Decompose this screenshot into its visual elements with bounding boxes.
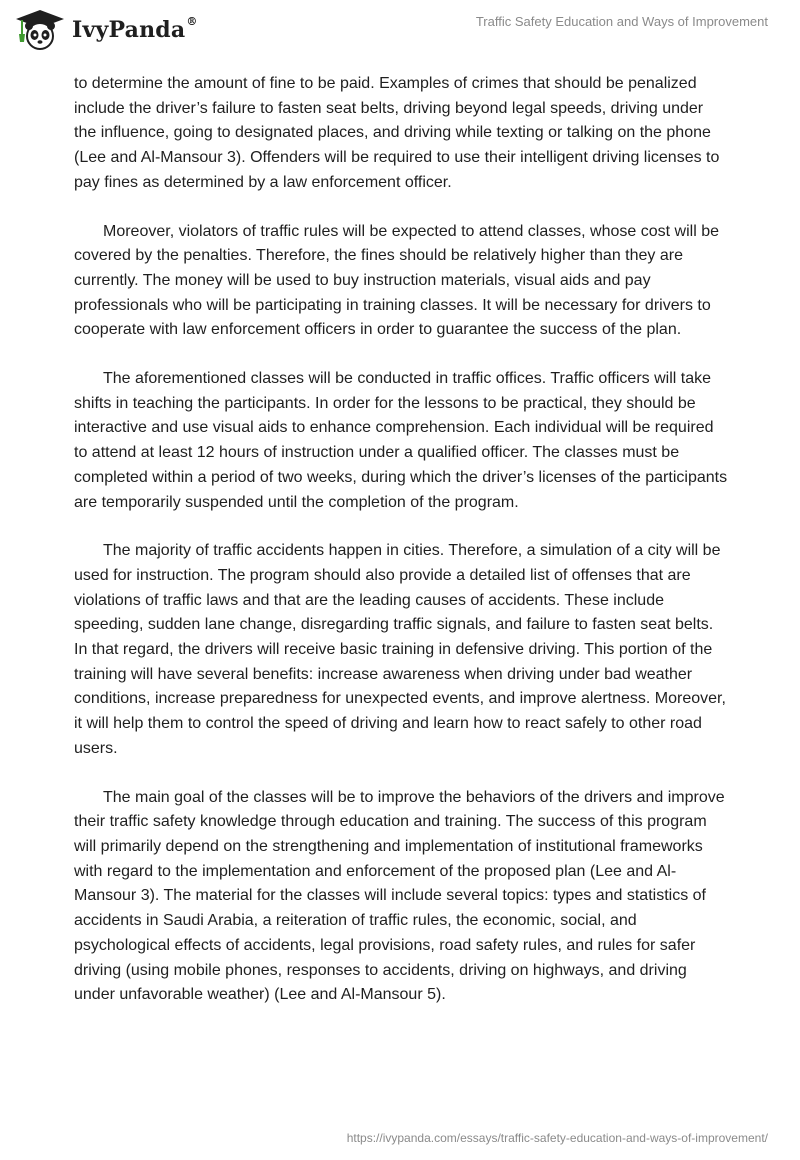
paragraph: to determine the amount of fine to be paid. Examples of crimes that should be penalized include the driver’s failure to fasten seat belts, driving beyond legal speeds, driving under the influence, going to designated places, and driving while texting or talking on the phone (Lee and Al-Mansour 3). Offenders will be required to use their intelligent driving licenses to pay fines as determined by a law enforcement officer. [74, 75, 720, 191]
paragraph: The aforementioned classes will be conducted in traffic offices. Traffic officers will take shifts in teaching the participants. In order for the lessons to be practical, they should be interactive and use visual aids to enhance comprehension. Each individual will be required to attend at least 12 hours of instruction under a qualified officer. The classes must be completed within a period of two weeks, during which the driver’s licenses of the participants are temporarily suspended until the completion of the program. [74, 370, 728, 511]
document-title: Traffic Safety Education and Ways of Improvement [475, 14, 768, 29]
essay-body [74, 72, 728, 1032]
source-url[interactable]: https://ivypanda.com/essays/traffic-safety-education-and-ways-of-improvement/ [346, 1131, 768, 1145]
registered-mark: ® [186, 15, 198, 28]
brand-logo[interactable] [14, 8, 198, 52]
page-header [0, 0, 800, 62]
panda-graduate-icon [14, 8, 66, 52]
brand-name: IvyPanda® [72, 15, 198, 43]
paragraph: The main goal of the classes will be to improve the behaviors of the drivers and improve their traffic safety knowledge through education and training. The success of this program will primarily depend on the strengthening and implementation of institutional frameworks with regard to the implementation and enforcement of the proposed plan (Lee and Al-Mansour 3). The material for the classes will include several topics: types and statistics of accidents in Saudi Arabia, a reiteration of traffic rules, the economic, social, and psychological effects of accidents, legal provisions, road safety rules, and rules for safer driving (using mobile phones, responses to accidents, driving on highways, and driving under unfavorable weather) (Lee and Al-Mansour 5). [74, 788, 725, 1004]
paragraph: The majority of traffic accidents happen in cities. Therefore, a simulation of a city will be used for instruction. The program should also provide a detailed list of offenses that are violations of traffic laws and that are the leading causes of accidents. These include speeding, sudden lane change, disregarding traffic signals, and failure to fasten seat belts. In that regard, the drivers will receive basic training in defensive driving. This portion of the training will have several benefits: increase awareness when driving under bad weather conditions, increase preparedness for unexpected events, and improve alertness. Moreover, it will help them to control the speed of driving and learn how to react safely to other road users. [74, 542, 726, 757]
paragraph: Moreover, violators of traffic rules will be expected to attend classes, whose cost will be covered by the penalties. Therefore, the fines should be relatively higher than they are currently. The money will be used to buy instruction materials, visual aids and pay professionals who will be participating in training classes. It will be necessary for drivers to cooperate with law enforcement officers in order to guarantee the success of the plan. [74, 222, 719, 339]
